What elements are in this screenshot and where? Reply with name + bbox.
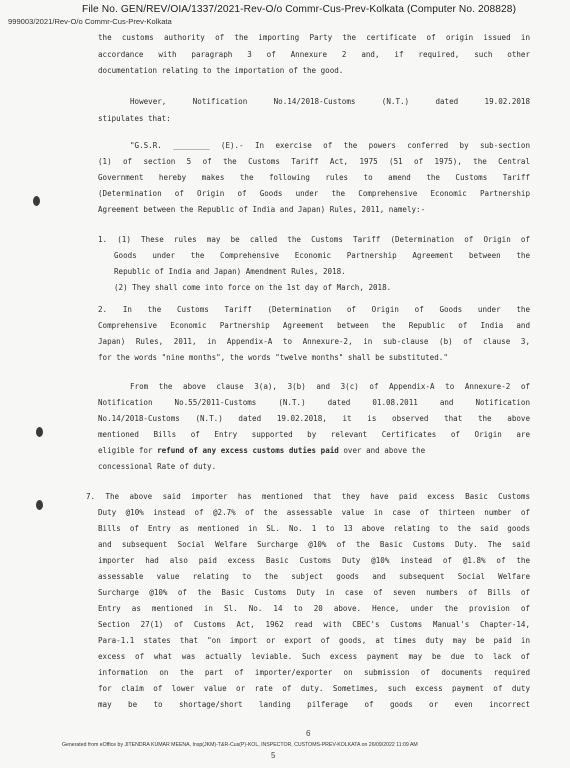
text-line: for the words "nine months", the words "twelve months" shall be substituted." [98, 353, 448, 362]
text-line: assessable value relating to the subject goods and subsequent Social Welfare [98, 572, 530, 581]
sub-file-number: 999003/2021/Rev-O/o Commr-Cus-Prev-Kolkata [8, 17, 172, 26]
text-line: Notification No.55/2011-Customs (N.T.) dated 01.08.2011 and Notification [98, 398, 530, 407]
text-line: concessional Rate of duty. [98, 462, 217, 471]
text-line: accordance with paragraph 3 of Annexure 2 and, if required, such other [98, 50, 530, 59]
page-number: 5 [271, 751, 276, 760]
punch-hole-icon [33, 196, 40, 206]
text-line: 7. The above said importer has mentioned that they have paid excess Basic Customs [86, 492, 530, 501]
text-line: Duty @10% instead of @2.7% of the assessable value in case of thirteen number of [98, 508, 530, 517]
text-line: Bills of Entry as mentioned in SL. No. 1 to 13 above relating to the said goods [98, 524, 530, 533]
text-line: excess of what was actually leviable. Such excess payment may be due to lack of [98, 652, 530, 661]
text-line: Comprehensive Economic Partnership Agreement between the Republic of India and [98, 321, 530, 330]
text-line: for claim of lower value or rate of duty. Sometimes, such excess payment of duty [98, 684, 530, 693]
text-line: may be to shortage/short landing pilferage of goods or even incorrect [98, 700, 530, 709]
text-line: 2. In the Customs Tariff (Determination of Origin of Goods under the [98, 305, 530, 314]
text-line: (2) They shall come into force on the 1st day of March, 2018. [114, 283, 392, 292]
text-line: "G.S.R. ________ (E).- In exercise of the powers conferred by sub-section [130, 141, 530, 150]
text-line: Surcharge @10% of the Basic Customs Duty in case of seven numbers of Bills of [98, 588, 530, 597]
text-line: Republic of India and Japan) Amendment Rules, 2018. [114, 267, 346, 276]
text-line: Para-1.1 states that "on import or export of goods, at times duty may be paid in [98, 636, 530, 645]
text-line: the customs authority of the importing Party the certificate of origin issued in [98, 33, 530, 42]
text-line: Section 27(1) of Customs Act, 1962 read with CBEC's Customs Manual's Chapter-14, [98, 620, 530, 629]
text-line: stipulates that: [98, 114, 171, 123]
file-number-header: File No. GEN/REV/OIA/1337/2021-Rev-O/o Commr-Cus-Prev-Kolkata (Computer No. 208828) [82, 4, 517, 15]
text-line: and subsequent Social Welfare Surcharge @10% of the Basic Customs Duty. The said [98, 540, 530, 549]
text-line: (Determination of Origin of Goods under the Comprehensive Economic Partnership [98, 189, 530, 198]
text-line: Goods under the Comprehensive Economic Partnership Agreement between the [114, 251, 530, 260]
generated-footer: Generated from eOffice by JITENDRA KUMAR MEENA, Insp(JKM)-T&R-Cus(P)-KOL, INSPECTOR, CUSTOMS-PREV-KOLKATA on 26/09/2022 11:09 AM [62, 742, 418, 748]
emphasis-text: refund of any excess customs duties paid [157, 446, 339, 455]
text-line: From the above clause 3(a), 3(b) and 3(c) of Appendix-A to Annexure-2 of [130, 382, 530, 391]
text-line: Japan) Rules, 2011, in Appendix-A to Annexure-2, in sub-clause (b) of clause 3, [98, 337, 530, 346]
text-line: mentioned Bills of Entry supported by relevant Certificates of Origin are [98, 430, 530, 439]
punch-hole-icon [36, 500, 43, 510]
inline-page-number: 6 [306, 729, 311, 738]
text-line: 1. (1) These rules may be called the Customs Tariff (Determination of Origin of [98, 235, 530, 244]
punch-hole-icon [36, 427, 43, 437]
text-line: documentation relating to the importation of the good. [98, 66, 344, 75]
text-line: eligible for refund of any excess customs duties paid over and above the [98, 446, 426, 455]
text-line: importer had also paid excess Basic Customs Duty @10% instead of @1.8% of the [98, 556, 530, 565]
text-line: (1) of section 5 of the Customs Tariff Act, 1975 (51 of 1975), the Central [98, 157, 530, 166]
text-line: Entry as mentioned in Sl. No. 14 to 20 above. Hence, under the provision of [98, 604, 530, 613]
text-line: information on the part of importer/exporter on submission of documents required [98, 668, 530, 677]
text-line: Agreement between the Republic of India and Japan) Rules, 2011, namely:- [98, 205, 426, 214]
text-line: Government hereby makes the following rules to amend the Customs Tariff [98, 173, 530, 182]
text-line: No.14/2018-Customs (N.T.) dated 19.02.2018, it is observed that the above [98, 414, 530, 423]
text-line: However, Notification No.14/2018-Customs (N.T.) dated 19.02.2018 [130, 97, 530, 106]
